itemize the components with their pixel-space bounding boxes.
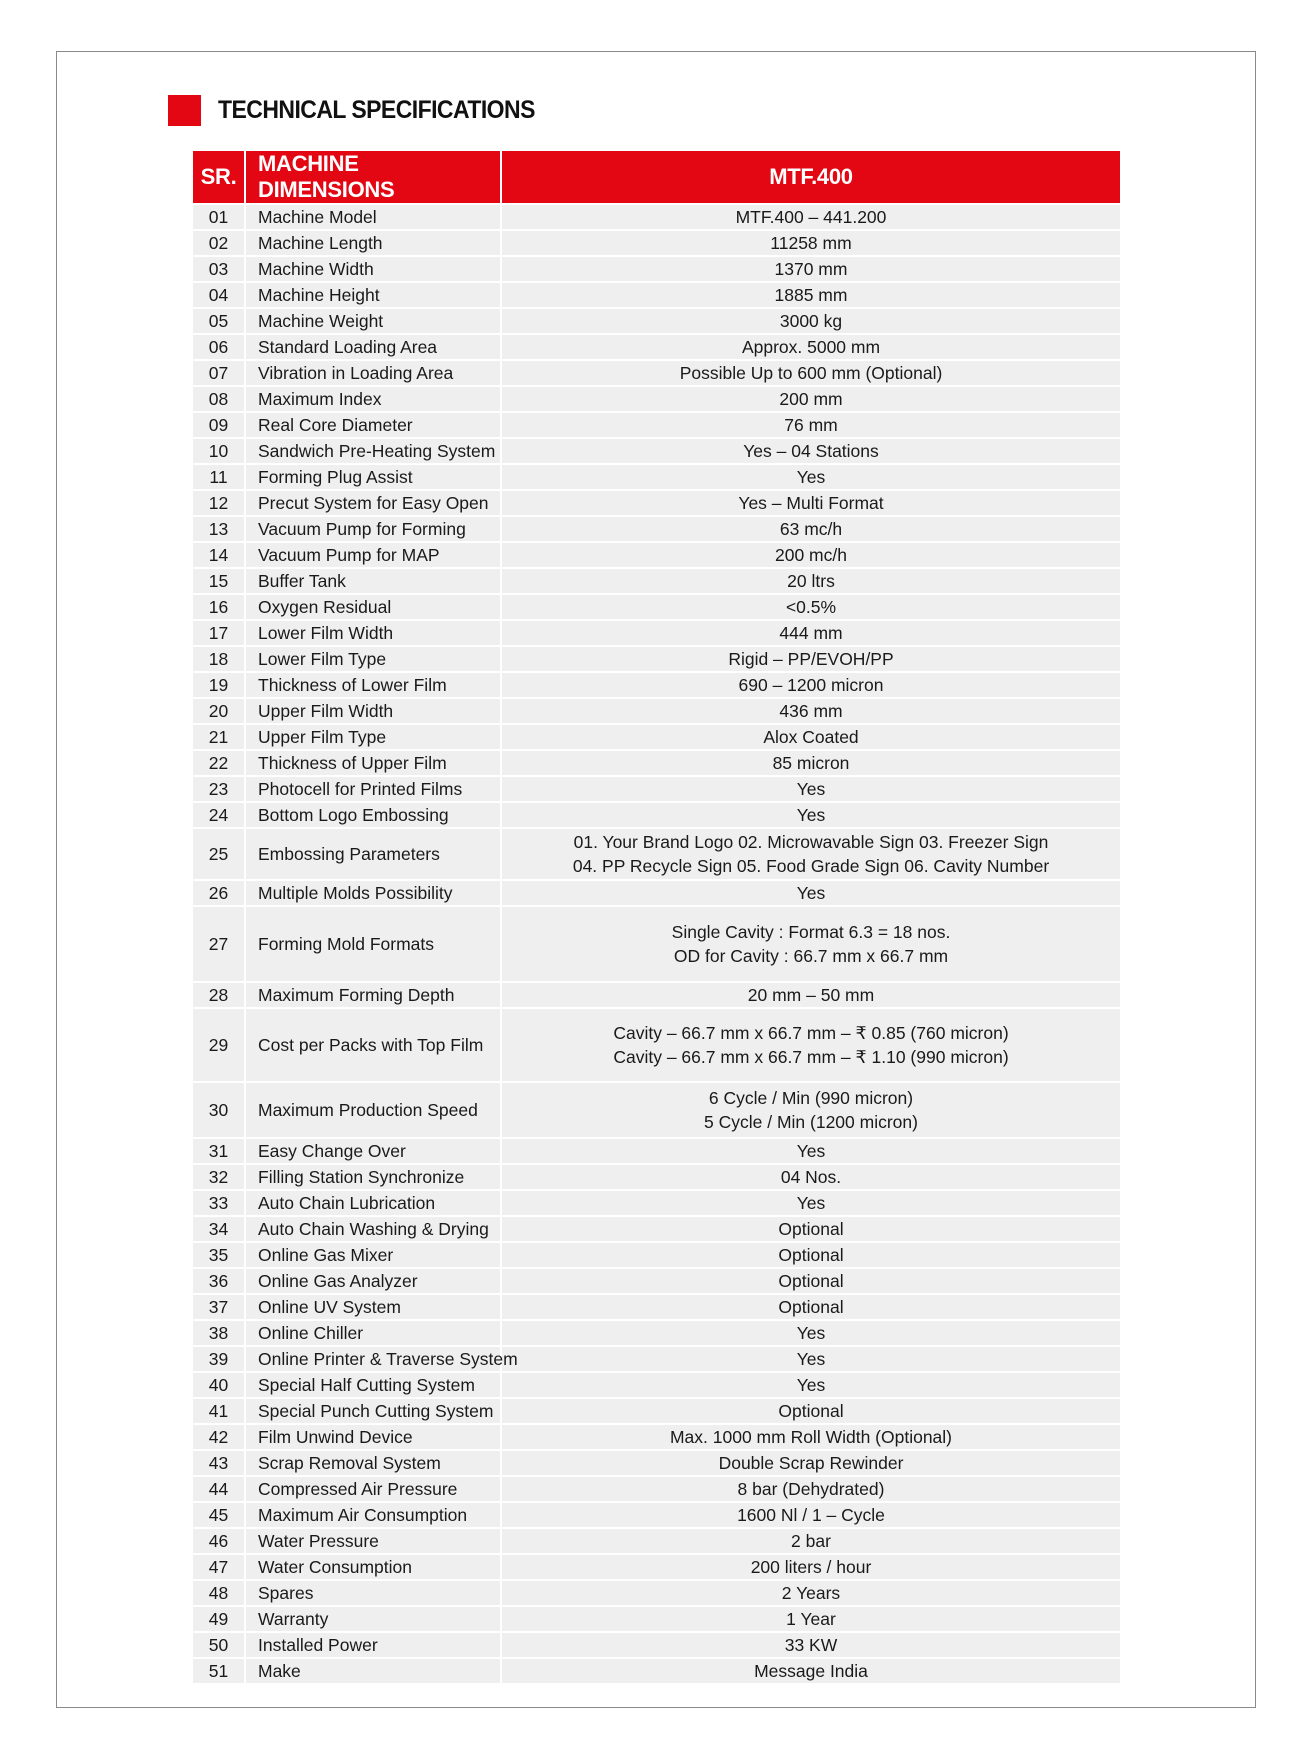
row-value-line: Cavity – 66.7 mm x 66.7 mm – ₹ 0.85 (760 micron) — [613, 1023, 1009, 1043]
row-value — [500, 673, 1120, 697]
table-row — [193, 621, 1120, 645]
row-sr: 29 — [193, 1009, 244, 1081]
table-row — [193, 283, 1120, 307]
row-value-line: Optional — [778, 1219, 844, 1239]
spec-table — [193, 149, 1120, 1685]
table-row — [193, 309, 1120, 333]
table-row — [193, 1165, 1120, 1189]
row-sr: 31 — [193, 1139, 244, 1163]
row-parameter: Buffer Tank — [244, 569, 500, 593]
row-value-line: Possible Up to 600 mm (Optional) — [679, 363, 943, 383]
row-value — [500, 491, 1120, 515]
table-row — [193, 1269, 1120, 1293]
row-sr: 02 — [193, 231, 244, 255]
row-value — [500, 1399, 1120, 1423]
row-value — [500, 1529, 1120, 1553]
row-value-line: Yes — [796, 1193, 826, 1213]
table-row — [193, 1139, 1120, 1163]
row-value-line: 6 Cycle / Min (990 micron) — [708, 1088, 914, 1108]
row-value — [500, 751, 1120, 775]
row-value-line: 3000 kg — [779, 311, 843, 331]
row-value-line: 2 Years — [781, 1583, 841, 1603]
row-parameter: Machine Weight — [244, 309, 500, 333]
row-value — [500, 335, 1120, 359]
heading-red-square — [168, 95, 201, 126]
row-sr: 19 — [193, 673, 244, 697]
row-value — [500, 439, 1120, 463]
row-parameter: Scrap Removal System — [244, 1451, 500, 1475]
table-row — [193, 907, 1120, 981]
row-parameter: Standard Loading Area — [244, 335, 500, 359]
row-sr: 47 — [193, 1555, 244, 1579]
row-parameter: Online Chiller — [244, 1321, 500, 1345]
table-row — [193, 491, 1120, 515]
row-sr: 20 — [193, 699, 244, 723]
row-value-line: Alox Coated — [763, 727, 859, 747]
row-parameter: Water Consumption — [244, 1555, 500, 1579]
table-row — [193, 543, 1120, 567]
row-sr: 50 — [193, 1633, 244, 1657]
row-sr: 44 — [193, 1477, 244, 1501]
table-row — [193, 1243, 1120, 1267]
row-sr: 22 — [193, 751, 244, 775]
row-sr: 36 — [193, 1269, 244, 1293]
table-row — [193, 881, 1120, 905]
table-row — [193, 647, 1120, 671]
row-value — [500, 1633, 1120, 1657]
row-parameter: Forming Mold Formats — [244, 907, 500, 981]
row-parameter: Film Unwind Device — [244, 1425, 500, 1449]
row-parameter: Forming Plug Assist — [244, 465, 500, 489]
row-parameter: Warranty — [244, 1607, 500, 1631]
row-parameter: Easy Change Over — [244, 1139, 500, 1163]
row-value — [500, 1451, 1120, 1475]
row-value — [500, 1083, 1120, 1137]
row-sr: 03 — [193, 257, 244, 281]
row-sr: 26 — [193, 881, 244, 905]
row-parameter: Thickness of Lower Film — [244, 673, 500, 697]
row-sr: 10 — [193, 439, 244, 463]
row-value — [500, 205, 1120, 229]
row-value — [500, 543, 1120, 567]
row-sr: 18 — [193, 647, 244, 671]
row-sr: 01 — [193, 205, 244, 229]
row-parameter: Auto Chain Washing & Drying — [244, 1217, 500, 1241]
row-value-line: OD for Cavity : 66.7 mm x 66.7 mm — [673, 946, 949, 966]
header-machine-dimensions: MACHINE DIMENSIONS — [244, 151, 500, 203]
row-value — [500, 1607, 1120, 1631]
row-parameter: Online Gas Mixer — [244, 1243, 500, 1267]
row-value — [500, 881, 1120, 905]
row-value — [500, 1659, 1120, 1683]
row-value-line: 11258 mm — [770, 233, 852, 253]
row-parameter: Bottom Logo Embossing — [244, 803, 500, 827]
row-value-line: Yes — [796, 805, 826, 825]
table-row — [193, 725, 1120, 749]
row-value — [500, 231, 1120, 255]
table-row — [193, 1191, 1120, 1215]
table-row — [193, 1217, 1120, 1241]
table-header-row — [193, 151, 1120, 203]
row-sr: 14 — [193, 543, 244, 567]
row-parameter: Maximum Production Speed — [244, 1083, 500, 1137]
table-row — [193, 1295, 1120, 1319]
row-parameter: Filling Station Synchronize — [244, 1165, 500, 1189]
row-value — [500, 1347, 1120, 1371]
row-sr: 39 — [193, 1347, 244, 1371]
row-value — [500, 257, 1120, 281]
table-row — [193, 777, 1120, 801]
row-value — [500, 465, 1120, 489]
row-value-line: Optional — [778, 1271, 844, 1291]
table-row — [193, 1633, 1120, 1657]
table-row — [193, 1659, 1120, 1683]
row-sr: 27 — [193, 907, 244, 981]
row-parameter: Lower Film Width — [244, 621, 500, 645]
row-value — [500, 1295, 1120, 1319]
row-value — [500, 647, 1120, 671]
table-row — [193, 1607, 1120, 1631]
row-sr: 45 — [193, 1503, 244, 1527]
row-value — [500, 1581, 1120, 1605]
row-sr: 37 — [193, 1295, 244, 1319]
table-row — [193, 465, 1120, 489]
row-sr: 07 — [193, 361, 244, 385]
row-parameter: Online Printer & Traverse System — [244, 1347, 500, 1371]
row-value — [500, 517, 1120, 541]
table-row — [193, 699, 1120, 723]
page-title: TECHNICAL SPECIFICATIONS — [218, 95, 535, 124]
row-sr: 41 — [193, 1399, 244, 1423]
row-value-line: 20 mm – 50 mm — [747, 985, 875, 1005]
row-parameter: Upper Film Width — [244, 699, 500, 723]
row-value — [500, 829, 1120, 879]
row-value-line: Optional — [778, 1245, 844, 1265]
row-value-line: Yes — [796, 1323, 826, 1343]
row-sr: 16 — [193, 595, 244, 619]
table-row — [193, 1373, 1120, 1397]
table-row — [193, 803, 1120, 827]
row-value — [500, 283, 1120, 307]
row-value — [500, 569, 1120, 593]
table-row — [193, 983, 1120, 1007]
row-value-line: 200 mm — [779, 389, 843, 409]
row-parameter: Maximum Air Consumption — [244, 1503, 500, 1527]
row-sr: 33 — [193, 1191, 244, 1215]
row-parameter: Machine Model — [244, 205, 500, 229]
row-value — [500, 1139, 1120, 1163]
row-parameter: Vacuum Pump for Forming — [244, 517, 500, 541]
row-value-line: Yes – 04 Stations — [743, 441, 879, 461]
row-sr: 12 — [193, 491, 244, 515]
row-value-line: Rigid – PP/EVOH/PP — [728, 649, 894, 669]
row-value — [500, 983, 1120, 1007]
row-value-line: 63 mc/h — [779, 519, 843, 539]
row-value-line: 04. PP Recycle Sign 05. Food Grade Sign 06. Cavity Number — [572, 856, 1050, 876]
row-value — [500, 725, 1120, 749]
row-value — [500, 1243, 1120, 1267]
row-value-line: Optional — [778, 1297, 844, 1317]
row-parameter: Special Half Cutting System — [244, 1373, 500, 1397]
table-row — [193, 1425, 1120, 1449]
row-sr: 51 — [193, 1659, 244, 1683]
row-parameter: Spares — [244, 1581, 500, 1605]
row-value — [500, 1269, 1120, 1293]
row-value — [500, 387, 1120, 411]
row-sr: 30 — [193, 1083, 244, 1137]
row-value — [500, 1009, 1120, 1081]
row-parameter: Special Punch Cutting System — [244, 1399, 500, 1423]
row-parameter: Maximum Index — [244, 387, 500, 411]
table-row — [193, 1503, 1120, 1527]
row-value-line: 8 bar (Dehydrated) — [737, 1479, 885, 1499]
row-sr: 46 — [193, 1529, 244, 1553]
header-sr: SR. — [193, 151, 244, 203]
row-value-line: Yes — [796, 1141, 826, 1161]
row-sr: 42 — [193, 1425, 244, 1449]
row-value-line: 1 Year — [786, 1609, 836, 1629]
table-row — [193, 829, 1120, 879]
row-value-line: <0.5% — [785, 597, 837, 617]
header-model: MTF.400 — [500, 151, 1120, 203]
row-value-line: 85 micron — [772, 753, 850, 773]
row-sr: 13 — [193, 517, 244, 541]
row-value — [500, 1191, 1120, 1215]
row-sr: 06 — [193, 335, 244, 359]
row-parameter: Photocell for Printed Films — [244, 777, 500, 801]
table-row — [193, 1581, 1120, 1605]
row-parameter: Machine Length — [244, 231, 500, 255]
row-value-line: Max. 1000 mm Roll Width (Optional) — [669, 1427, 953, 1447]
row-value — [500, 595, 1120, 619]
table-row — [193, 1477, 1120, 1501]
row-value-line: 690 – 1200 micron — [738, 675, 884, 695]
row-value — [500, 907, 1120, 981]
table-row — [193, 1009, 1120, 1081]
row-value-line: Yes — [796, 1349, 826, 1369]
table-row — [193, 1399, 1120, 1423]
row-value — [500, 699, 1120, 723]
table-row — [193, 569, 1120, 593]
row-sr: 38 — [193, 1321, 244, 1345]
row-parameter: Maximum Forming Depth — [244, 983, 500, 1007]
row-sr: 24 — [193, 803, 244, 827]
table-row — [193, 257, 1120, 281]
row-sr: 23 — [193, 777, 244, 801]
row-sr: 17 — [193, 621, 244, 645]
row-parameter: Online Gas Analyzer — [244, 1269, 500, 1293]
table-row — [193, 205, 1120, 229]
section-heading — [168, 94, 562, 126]
row-parameter: Machine Width — [244, 257, 500, 281]
row-value — [500, 777, 1120, 801]
row-value-line: 444 mm — [779, 623, 843, 643]
row-value-line: 200 mc/h — [775, 545, 847, 565]
table-row — [193, 361, 1120, 385]
row-sr: 32 — [193, 1165, 244, 1189]
row-value-line: Message India — [754, 1661, 868, 1681]
row-parameter: Multiple Molds Possibility — [244, 881, 500, 905]
row-parameter: Online UV System — [244, 1295, 500, 1319]
row-parameter: Installed Power — [244, 1633, 500, 1657]
row-sr: 21 — [193, 725, 244, 749]
row-value — [500, 803, 1120, 827]
row-parameter: Embossing Parameters — [244, 829, 500, 879]
table-row — [193, 1451, 1120, 1475]
row-value-line: 04 Nos. — [780, 1167, 842, 1187]
row-value — [500, 1217, 1120, 1241]
row-parameter: Vibration in Loading Area — [244, 361, 500, 385]
table-row — [193, 1347, 1120, 1371]
row-value-line: MTF.400 – 441.200 — [735, 207, 887, 227]
row-parameter: Machine Height — [244, 283, 500, 307]
row-sr: 05 — [193, 309, 244, 333]
row-value-line: Optional — [778, 1401, 844, 1421]
row-value-line: Yes — [796, 779, 826, 799]
spec-table-body — [193, 205, 1120, 1683]
row-value — [500, 1373, 1120, 1397]
row-value — [500, 1555, 1120, 1579]
row-parameter: Cost per Packs with Top Film — [244, 1009, 500, 1081]
row-parameter: Lower Film Type — [244, 647, 500, 671]
row-parameter: Thickness of Upper Film — [244, 751, 500, 775]
row-sr: 25 — [193, 829, 244, 879]
row-sr: 48 — [193, 1581, 244, 1605]
table-row — [193, 335, 1120, 359]
row-value-line: 436 mm — [779, 701, 843, 721]
table-row — [193, 387, 1120, 411]
row-parameter: Real Core Diameter — [244, 413, 500, 437]
row-parameter: Precut System for Easy Open — [244, 491, 500, 515]
table-row — [193, 439, 1120, 463]
row-value-line: 1885 mm — [774, 285, 848, 305]
row-value-line: Yes — [796, 1375, 826, 1395]
row-value-line: 76 mm — [784, 415, 838, 435]
table-row — [193, 751, 1120, 775]
table-row — [193, 1555, 1120, 1579]
row-parameter: Upper Film Type — [244, 725, 500, 749]
row-sr: 49 — [193, 1607, 244, 1631]
row-value-line: 200 liters / hour — [750, 1557, 872, 1577]
row-value-line: Yes — [796, 467, 826, 487]
row-value-line: 2 bar — [791, 1531, 831, 1551]
row-value-line: 01. Your Brand Logo 02. Microwavable Sign 03. Freezer Sign — [573, 832, 1049, 852]
row-value-line: 33 KW — [784, 1635, 838, 1655]
row-value-line: 20 ltrs — [787, 571, 835, 591]
row-sr: 08 — [193, 387, 244, 411]
row-parameter: Auto Chain Lubrication — [244, 1191, 500, 1215]
row-value-line: Single Cavity : Format 6.3 = 18 nos. — [671, 922, 951, 942]
row-value-line: 1600 Nl / 1 – Cycle — [737, 1505, 885, 1525]
row-value — [500, 1321, 1120, 1345]
row-parameter: Oxygen Residual — [244, 595, 500, 619]
row-value — [500, 1425, 1120, 1449]
table-row — [193, 517, 1120, 541]
row-value — [500, 413, 1120, 437]
row-value — [500, 361, 1120, 385]
row-value-line: 5 Cycle / Min (1200 micron) — [704, 1112, 918, 1132]
row-sr: 11 — [193, 465, 244, 489]
row-parameter: Sandwich Pre-Heating System — [244, 439, 500, 463]
row-value — [500, 1165, 1120, 1189]
row-sr: 35 — [193, 1243, 244, 1267]
row-value-line: Yes — [796, 883, 826, 903]
table-row — [193, 413, 1120, 437]
row-value-line: Approx. 5000 mm — [741, 337, 881, 357]
table-row — [193, 1321, 1120, 1345]
row-sr: 34 — [193, 1217, 244, 1241]
row-value-line: Cavity – 66.7 mm x 66.7 mm – ₹ 1.10 (990 micron) — [613, 1047, 1009, 1067]
table-row — [193, 1529, 1120, 1553]
row-sr: 15 — [193, 569, 244, 593]
row-sr: 09 — [193, 413, 244, 437]
row-sr: 43 — [193, 1451, 244, 1475]
row-value-line: Yes – Multi Format — [738, 493, 884, 513]
table-row — [193, 673, 1120, 697]
table-row — [193, 1083, 1120, 1137]
row-value — [500, 1477, 1120, 1501]
table-row — [193, 231, 1120, 255]
row-parameter: Make — [244, 1659, 500, 1683]
row-value — [500, 309, 1120, 333]
row-value-line: 1370 mm — [774, 259, 848, 279]
row-value — [500, 621, 1120, 645]
row-parameter: Vacuum Pump for MAP — [244, 543, 500, 567]
row-sr: 28 — [193, 983, 244, 1007]
row-sr: 04 — [193, 283, 244, 307]
row-value-line: Double Scrap Rewinder — [718, 1453, 904, 1473]
row-parameter: Water Pressure — [244, 1529, 500, 1553]
row-value — [500, 1503, 1120, 1527]
table-row — [193, 595, 1120, 619]
row-sr: 40 — [193, 1373, 244, 1397]
row-parameter: Compressed Air Pressure — [244, 1477, 500, 1501]
